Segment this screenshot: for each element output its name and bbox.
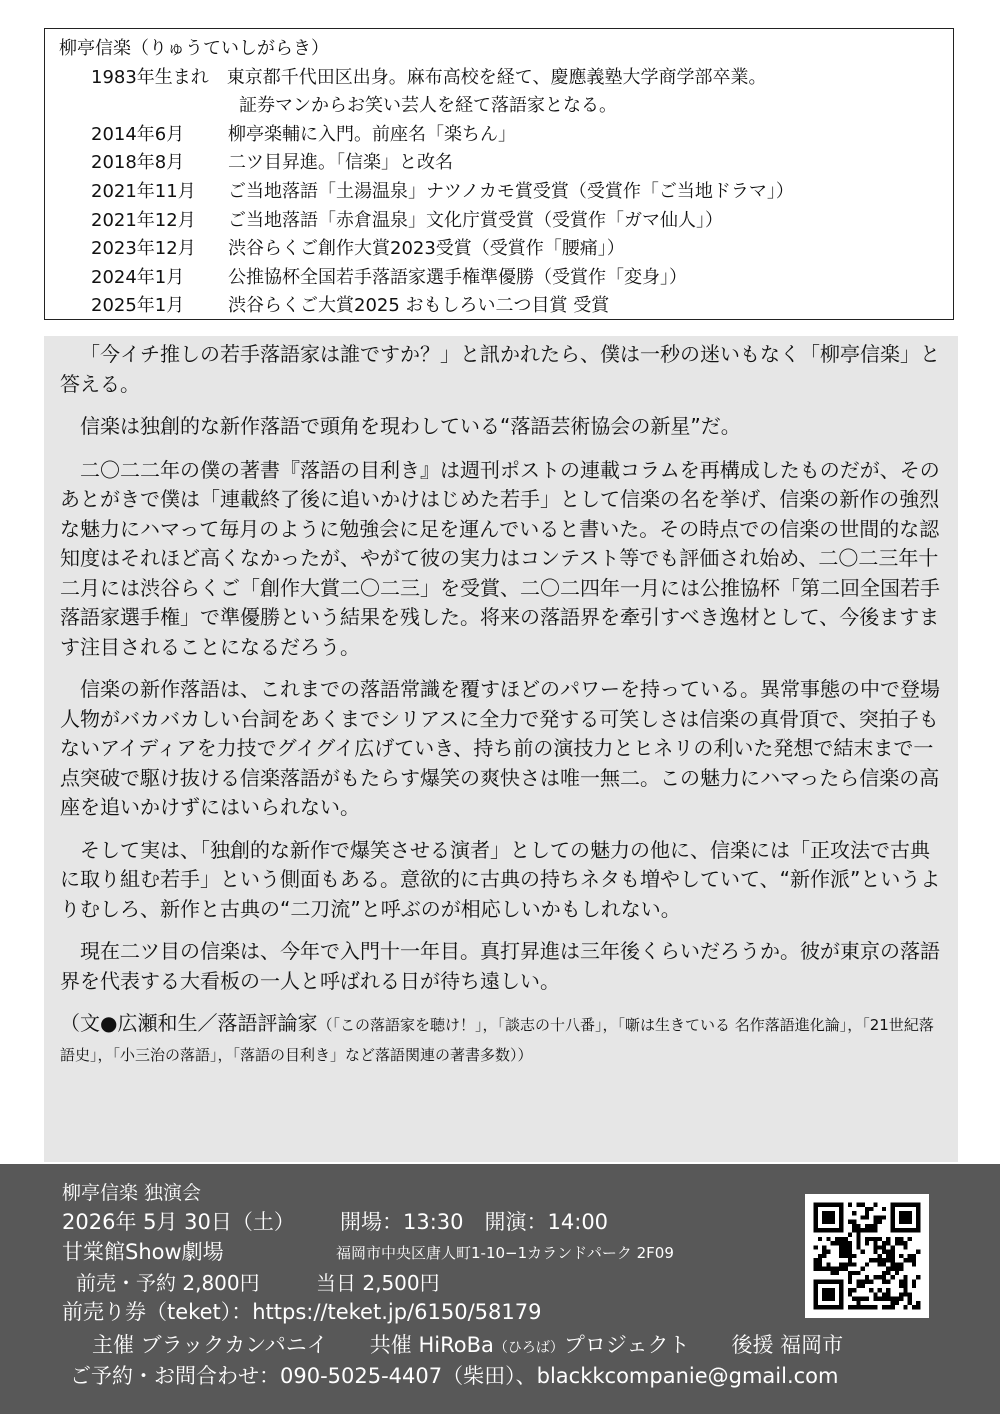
history-text: ご当地落語「赤倉温泉」文化庁賞受賞（受賞作「ガマ仙人」） — [228, 209, 723, 231]
history-date: 2021年12月 — [91, 209, 196, 231]
credit-author: （文●広瀬和生／落語評論家 — [60, 1011, 318, 1035]
essay-paragraph: そして実は、「独創的な新作で爆笑させる演者」としての魅力の他に、信楽には「正攻法で古典に取り組む若手」という側面もある。意欲的に古典の持ちネタも増やしていて、“新作派”というよりむしろ、新作と古典の“二刀流”と呼ぶのが相応しいかもしれない。 — [60, 837, 941, 921]
price-advance: 前売・予約 2,800円 — [76, 1271, 260, 1295]
history-date: 2023年12月 — [91, 238, 196, 260]
history-date: 2014年6月 — [91, 123, 185, 145]
org-host: 主催 ブラックカンパニイ — [92, 1333, 328, 1357]
performer-name: 柳亭信楽（りゅうていしがらき） — [59, 38, 329, 59]
history-date: 2024年1月 — [91, 266, 185, 288]
qr-code-icon[interactable] — [805, 1194, 929, 1318]
profile-birth: 1983年生まれ 東京都千代田区出身。麻布高校を経て、慶應義塾大学商学部卒業。 — [91, 66, 767, 88]
history-text: 公推協杯全国若手落語家選手権準優勝（受賞作「変身」） — [228, 266, 687, 288]
event-date: 2026年 5月 30日（土） — [62, 1210, 295, 1234]
history-row — [59, 264, 953, 293]
credit-books: （「この落語家を聴け！」，「談志の十八番」，「噺は生きている 名作落語進化論」，「21世紀落語史」，「小三治の落語」，「落語の目利き」など落語関連の著書多数）） — [60, 1016, 934, 1064]
org-co-suffix: プロジェクト — [563, 1333, 690, 1357]
history-row — [59, 178, 953, 207]
history-row — [59, 235, 953, 264]
org-support: 後援 福岡市 — [731, 1333, 844, 1357]
history-text: 渋谷らくご大賞2025 おもしろい二つ目賞 受賞 — [228, 295, 610, 317]
history-date: 2018年8月 — [91, 152, 185, 174]
profile-career-note: 証券マンからお笑い芸人を経て落語家となる。 — [239, 95, 617, 117]
history-date: 2021年11月 — [91, 180, 196, 202]
essay-paragraph: 「今イチ推しの若手落語家は誰ですか？」と訊かれたら、僕は一秒の迷いもなく「柳亭信楽」と答える。 — [60, 342, 940, 396]
ticket-link[interactable]: 前売り券（teket）：https://teket.jp/6150/58179 — [62, 1300, 542, 1324]
history-row — [59, 121, 953, 150]
history-text: 渋谷らくご創作大賞2023受賞（受賞作「腰痛」） — [228, 238, 625, 260]
history-text: 二ツ目昇進。「信楽」と改名 — [228, 152, 453, 174]
event-address: 福岡市中央区唐人町1-10−1カランドパーク 2F09 — [336, 1244, 674, 1262]
essay-paragraph: 信楽の新作落語は、これまでの落語常識を覆すほどのパワーを持っている。異常事態の中で登場人物がバカバカしい台詞をあくまでシリアスに全力で発する可笑しさは信楽の真骨頂で、突拍子もないアイディアを力技でグイグイ広げていき、持ち前の演技力とヒネリの利いた発想で結末まで一点突破で駆け抜ける信楽落語がもたらす爆笑の爽快さは唯一無二。この魅力にハマったら信楽の高座を追いかけずにはいられない。 — [60, 677, 940, 819]
history-text: 柳亭楽輔に入門。前座名「楽ちん」 — [228, 123, 516, 145]
history-date: 2025年1月 — [91, 295, 185, 317]
contact-info[interactable]: ご予約・お問合わせ：090-5025-4407（柴田）、blackkcompanie@gmail.com — [70, 1364, 839, 1388]
history-row — [59, 149, 953, 178]
history-row — [59, 207, 953, 236]
profile-box — [44, 28, 954, 320]
organizers — [92, 1329, 843, 1359]
history-text: ご当地落語「土湯温泉」ナツノカモ賞受賞（受賞作「ご当地ドラマ」） — [228, 180, 794, 202]
event-venue: 甘棠館Show劇場 — [62, 1240, 224, 1264]
essay-paragraph: 二〇二二年の僕の著書『落語の目利き』は週刊ポストの連載コラムを再構成したものだが、そのあとがきで僕は「連載終了後に追いかけはじめた若手」として信楽の名を挙げ、信楽の新作の強烈な魅力にハマって毎月のように勉強会に足を運んでいると書いた。その時点での信楽の世間的な認知度はそれほど高くなかったが、やがて彼の実力はコンテスト等でも評価され始め、二〇二三年十二月には渋谷らくご「創作大賞二〇二三」を受賞、二〇二四年一月には公推協杯「第二回全国若手落語家選手権」で準優勝という結果を残した。将来の落語界を牽引すべき逸材として、今後ますます注目されることになるだろう。 — [60, 457, 940, 659]
author-credit — [60, 1009, 942, 1069]
event-info — [0, 1164, 1000, 1414]
history-row — [59, 292, 953, 321]
org-co: 共催 HiRoBa — [369, 1333, 494, 1357]
essay-paragraph: 現在二ツ目の信楽は、今年で入門十一年目。真打昇進は三年後くらいだろうか。彼が東京の落語界を代表する大看板の一人と呼ばれる日が待ち遠しい。 — [60, 939, 940, 993]
essay-panel — [44, 336, 958, 1162]
price-door: 当日 2,500円 — [316, 1271, 440, 1295]
org-co-reading: （ひろば） — [493, 1340, 564, 1356]
event-time: 開場：13:30 開演：14:00 — [340, 1210, 609, 1234]
essay-paragraph: 信楽は独創的な新作落語で頭角を現わしている“落語芸術協会の新星”だ。 — [80, 414, 741, 438]
event-title: 柳亭信楽 独演会 — [62, 1182, 202, 1204]
